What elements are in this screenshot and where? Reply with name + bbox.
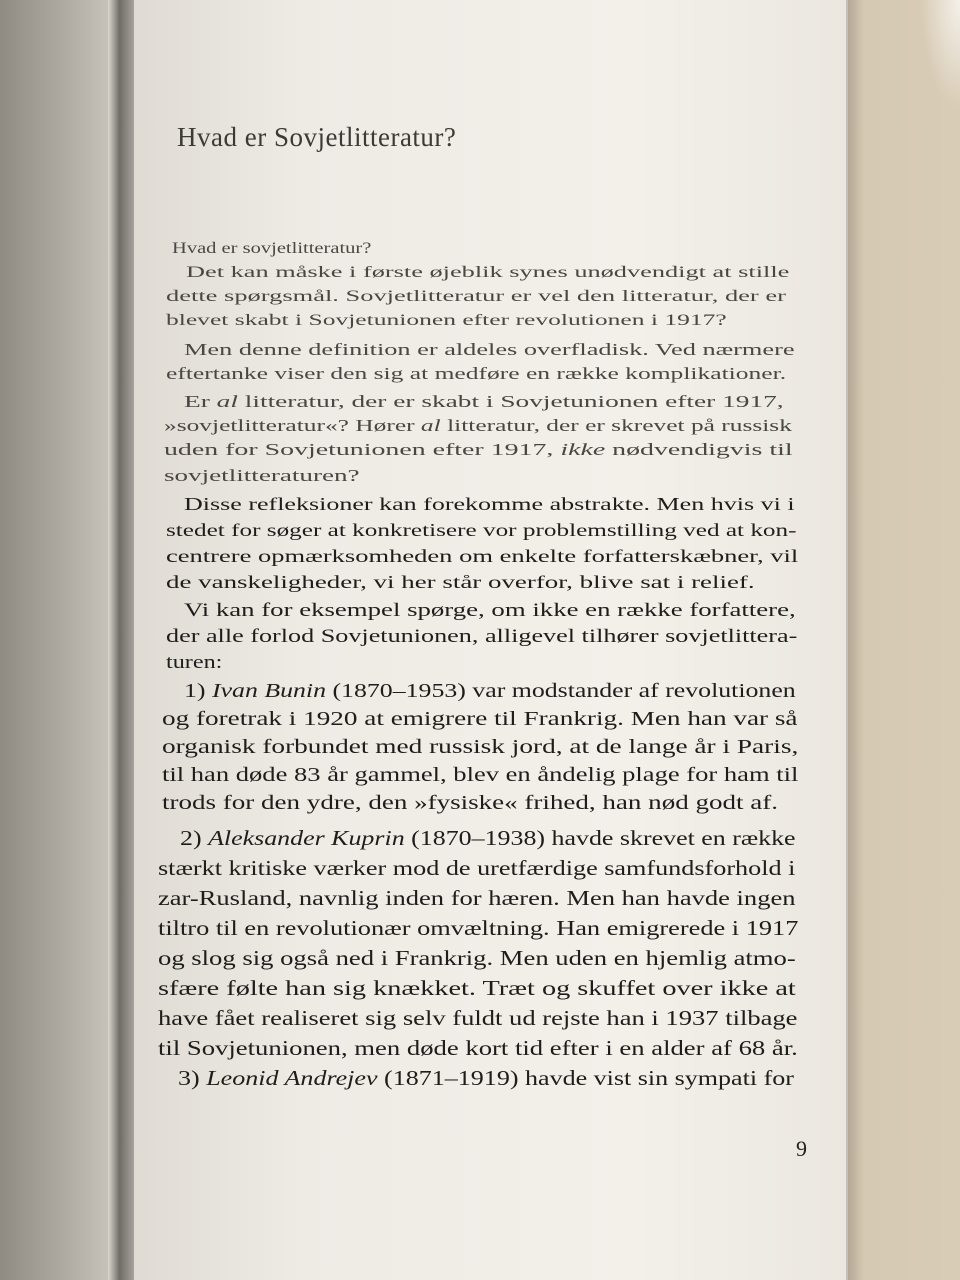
text-line: Vi kan for eksempel spørge, om ikke en række forfattere, bbox=[184, 600, 796, 621]
text-segment: uden for Sovjetunionen efter 1917, bbox=[164, 440, 561, 459]
italic-name: Leonid Andrejev bbox=[206, 1066, 378, 1090]
text-line: zar-Rusland, navnlig inden for hæren. Men han havde ingen bbox=[158, 886, 796, 910]
text-line bbox=[164, 440, 793, 460]
text-line: organisk forbundet med russisk jord, at de lange år i Paris, bbox=[162, 736, 799, 758]
page-edge-shadow bbox=[846, 0, 864, 1280]
italic-name: al bbox=[420, 416, 441, 435]
page-number: 9 bbox=[796, 1136, 807, 1161]
text-segment: (1871–1919) havde vist sin sympati for bbox=[377, 1066, 794, 1090]
book-gutter bbox=[108, 0, 134, 1280]
italic-name: ikke bbox=[560, 440, 606, 459]
text-segment: litteratur, der er skabt i Sovjetunionen efter 1917, bbox=[237, 392, 784, 411]
text-line bbox=[184, 392, 784, 412]
text-line: eftertanke viser den sig at medføre en række komplikationer. bbox=[166, 364, 787, 383]
text-line bbox=[178, 1066, 794, 1091]
text-line: Hvad er sovjetlitteratur? bbox=[172, 240, 372, 257]
italic-name: Aleksander Kuprin bbox=[208, 826, 405, 850]
text-line: trods for den ydre, den »fysiske« frihed, han nød godt af. bbox=[162, 792, 778, 814]
italic-name: Ivan Bunin bbox=[211, 680, 327, 702]
text-line: til han døde 83 år gammel, blev en åndelig plage for ham til bbox=[162, 764, 799, 786]
text-line: stærkt kritiske værker mod de uretfærdige samfundsforhold i bbox=[158, 856, 796, 880]
text-segment: nødvendigvis til bbox=[605, 440, 793, 459]
text-segment: »sovjetlitteratur«? Hører bbox=[164, 416, 421, 435]
text-line bbox=[184, 680, 796, 703]
text-line: dette spørgsmål. Sovjetlitteratur er vel den litteratur, der er bbox=[166, 288, 786, 305]
text-line: stedet for søger at konkretisere vor problemstilling ved at kon- bbox=[166, 520, 797, 540]
text-line bbox=[164, 416, 792, 436]
text-line: have fået realiseret sig selv fuldt ud rejste han i 1937 tilbage bbox=[158, 1006, 798, 1030]
text-segment: 1) bbox=[184, 680, 212, 702]
text-segment: (1870–1953) var modstander af revolutionen bbox=[326, 680, 796, 702]
background-object bbox=[920, 0, 960, 110]
text-line: der alle forlod Sovjetunionen, alligevel tilhører sovjetlittera- bbox=[166, 626, 798, 647]
text-line: og foretrak i 1920 at emigrere til Frankrig. Men han var så bbox=[162, 708, 798, 730]
text-line: de vanskeligheder, vi her står overfor, blive sat i relief. bbox=[166, 572, 755, 592]
text-line: blevet skabt i Sovjetunionen efter revolutionen i 1917? bbox=[166, 312, 727, 329]
text-segment: 2) bbox=[180, 826, 209, 850]
text-segment: 3) bbox=[178, 1066, 207, 1090]
text-line: Men denne definition er aldeles overfladisk. Ved nærmere bbox=[184, 340, 795, 359]
text-line: og slog sig også ned i Frankrig. Men uden en hjemlig atmo- bbox=[158, 946, 796, 970]
text-segment: litteratur, der er skrevet på russisk bbox=[440, 416, 792, 435]
text-segment: Er bbox=[184, 392, 217, 411]
text-line: tiltro til en revolutionær omvæltning. Han emigrerede i 1917 bbox=[158, 916, 799, 940]
italic-name: al bbox=[216, 392, 238, 411]
text-line: til Sovjetunionen, men døde kort tid efter i en alder af 68 år. bbox=[158, 1036, 798, 1060]
text-line: Det kan måske i første øjeblik synes unødvendigt at stille bbox=[186, 264, 790, 281]
text-line: Disse refleksioner kan forekomme abstrakte. Men hvis vi i bbox=[184, 494, 795, 514]
text-line: sfære følte han sig knækket. Træt og skuffet over ikke at bbox=[158, 976, 796, 1000]
text-line: centrere opmærksomheden om enkelte forfatterskæbner, vil bbox=[166, 546, 799, 566]
text-line: sovjetlitteraturen? bbox=[164, 466, 360, 485]
text-line: turen: bbox=[166, 652, 223, 673]
chapter-title: Hvad er Sovjetlitteratur? bbox=[177, 122, 457, 152]
text-segment: (1870–1938) havde skrevet en række bbox=[404, 826, 796, 850]
text-line bbox=[180, 826, 796, 851]
